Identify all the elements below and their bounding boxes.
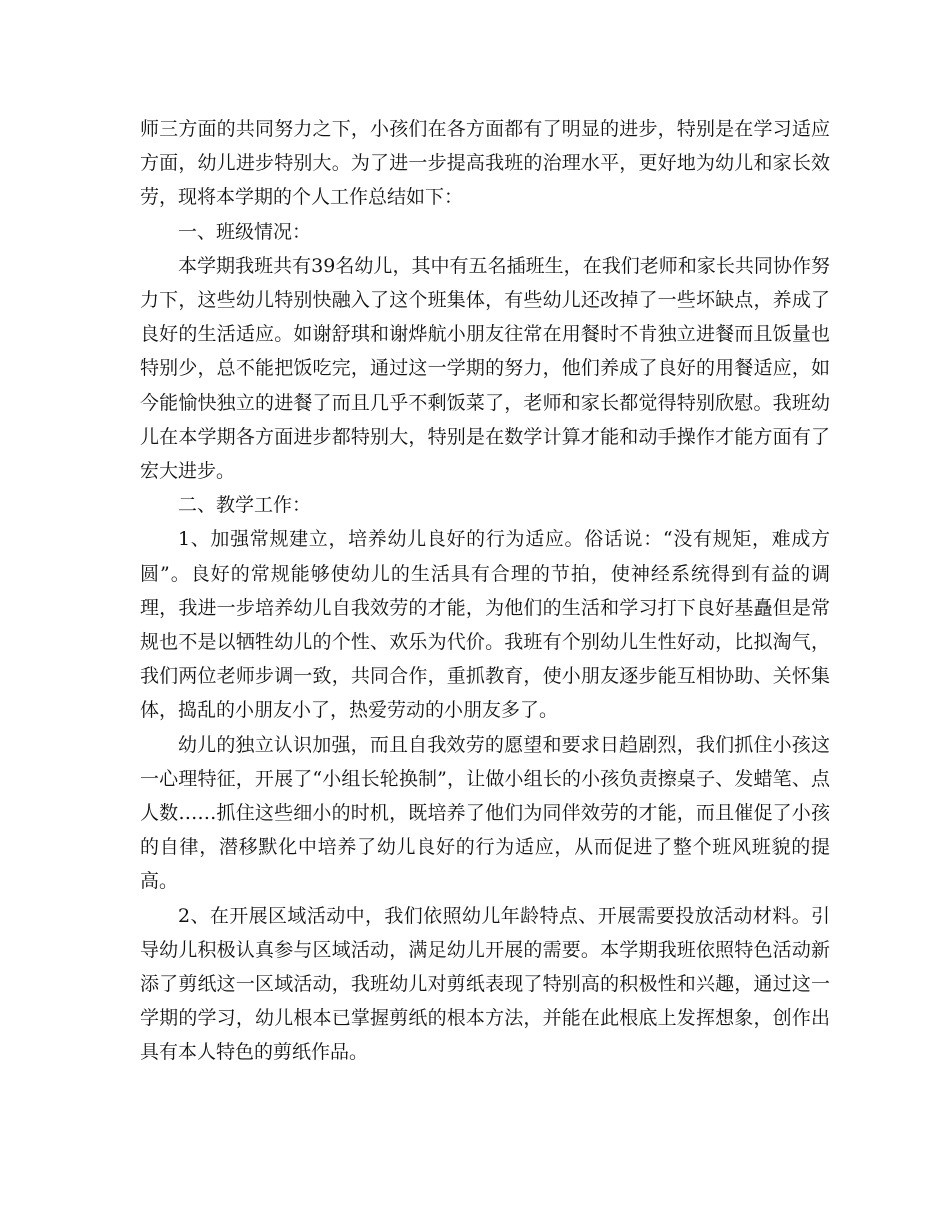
section-heading-teaching-work: 二、教学工作： <box>178 494 312 517</box>
document-body <box>140 112 830 1070</box>
paragraph-class-situation: 本学期我班共有39名幼儿，其中有五名插班生，在我们老师和家长共同协作努力下，这些幼儿特别快融入了这个班集体，有些幼儿还改掉了一些坏缺点，养成了良好的生活适应。如谢舒琪和谢烨航小朋友往常在用餐时不肯独立进餐而且饭量也特别少，总不能把饭吃完，通过这一学期的努力，他们养成了良好的用餐适应，如今能愉快独立的进餐了而且几乎不剩饭菜了，老师和家长都觉得特别欣慰。我班幼儿在本学期各方面进步都特别大，特别是在数学计算才能和动手操作才能方面有了宏大进步。 <box>140 254 830 483</box>
paragraph-area-activities: 2、在开展区域活动中，我们依照幼儿年龄特点、开展需要投放活动材料。引导幼儿积极认真参与区域活动，满足幼儿开展的需要。本学期我班依照特色活动新添了剪纸这一区域活动，我班幼儿对剪纸表现了特别高的积极性和兴趣，通过这一学期的学习，幼儿根本已掌握剪纸的根本方法，并能在此根底上发挥想象，创作出具有本人特色的剪纸作品。 <box>140 904 830 1064</box>
paragraph-intro-continued: 师三方面的共同努力之下，小孩们在各方面都有了明显的进步，特别是在学习适应方面，幼儿进步特别大。为了进一步提高我班的治理水平，更好地为幼儿和家长效劳，现将本学期的个人工作总结如下： <box>140 118 830 209</box>
paragraph-self-service: 幼儿的独立认识加强，而且自我效劳的愿望和要求日趋剧烈，我们抓住小孩这一心理特征，开展了“小组长轮换制”，让做小组长的小孩负责擦桌子、发蜡笔、点人数……抓住这些细小的时机，既培养了他们为同伴效劳的才能，而且催促了小孩的自律，潜移默化中培养了幼儿良好的行为适应，从而促进了整个班风班貌的提高。 <box>140 733 830 893</box>
paragraph-routine-building: 1、加强常规建立，培养幼儿良好的行为适应。俗话说：“没有规矩，难成方圆”。良好的常规能够使幼儿的生活具有合理的节拍，使神经系统得到有益的调理，我进一步培养幼儿自我效劳的才能，为他们的生活和学习打下良好基矗但是常规也不是以牺牲幼儿的个性、欢乐为代价。我班有个别幼儿生性好动，比拟淘气，我们两位老师步调一致，共同合作，重抓教育，使小朋友逐步能互相协助、关怀集体，捣乱的小朋友小了，热爱劳动的小朋友多了。 <box>140 528 830 722</box>
section-heading-class-situation: 一、班级情况： <box>178 220 312 243</box>
